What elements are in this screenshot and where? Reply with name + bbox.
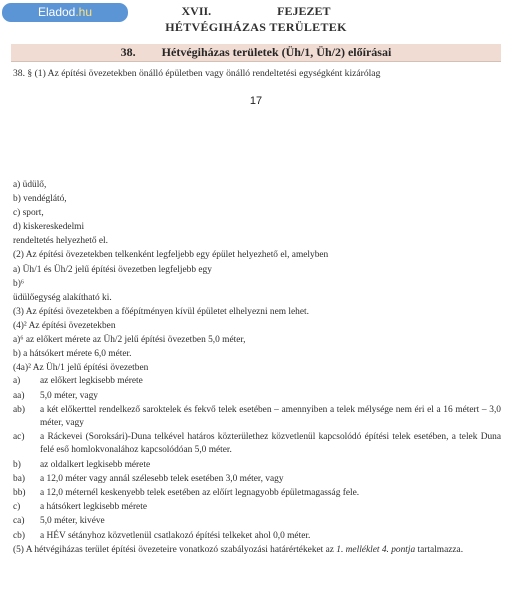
item-key: aa) (13, 390, 25, 401)
text-line: b) a hátsókert mérete 6,0 méter. (13, 349, 132, 360)
list-item (13, 459, 501, 472)
text-line: (3) Az építési övezetekben a főépítményen kívül épületet elhelyezni nem lehet. (13, 306, 309, 317)
item-text: a 12,0 méter vagy annál szélesebb telek esetében 3,0 méter, vagy (40, 473, 284, 484)
chapter-word: FEJEZET (277, 4, 331, 18)
annex-reference[interactable]: 1. melléklet 4. pontja (336, 544, 416, 555)
chapter-title: HÉTVÉGIHÁZAS TERÜLETEK (165, 20, 347, 34)
text-line: rendeltetés helyezhető el. (13, 236, 109, 247)
list-item (13, 404, 501, 430)
item-key: cb) (13, 530, 25, 541)
text-line: (4a)² Az Üh/1 jelű építési övezetben (13, 363, 149, 374)
item-text: a hátsókert legkisebb mérete (40, 502, 147, 513)
list-item (13, 530, 501, 543)
para5-text-end: tartalmazza. (415, 544, 464, 555)
text-line: (4)² Az építési övezetekben (13, 320, 116, 331)
badge-text: Eladod (37, 5, 76, 19)
text-line: üdülőegység alakítható ki. (13, 292, 112, 303)
item-key: b) (13, 459, 21, 470)
list-item (13, 473, 501, 486)
item-key: ca) (13, 516, 25, 527)
list-item (13, 390, 501, 403)
document-body (13, 178, 501, 558)
text-line: a)⁶ az előkert mérete az Üh/2 jelű építési övezetben 5,0 méter, (13, 335, 246, 346)
item-text: a Ráckevei (Soroksári)-Duna telkével határos közterülethez közvetlenül kapcsolódó építési telek esetében, a telek Duna felé eső homlokvonalához kapcsolódóan 5,0 méter. (40, 432, 501, 456)
section-number: 38. (120, 45, 136, 59)
text-line: b) vendéglátó, (13, 194, 67, 205)
item-text: az előkert legkisebb mérete (40, 376, 143, 387)
list-item (13, 375, 501, 388)
item-text: 5,0 méter, vagy (40, 390, 98, 401)
para5-text: (5) A hétvégiházas terület építési övezeteire vonatkozó szabályozási határértékeket az (13, 544, 337, 555)
text-line: b)⁶ (13, 278, 25, 289)
item-key: ab) (13, 404, 25, 415)
list-item (13, 431, 501, 457)
chapter-heading (0, 4, 512, 19)
badge-domain: .hu (75, 5, 93, 19)
item-key: a) (13, 376, 21, 387)
item-text: az oldalkert legkisebb mérete (40, 459, 151, 470)
item-text: a HÉV sétányhoz közvetlenül csatlakozó építési telkeket ahol 0,0 méter. (40, 530, 311, 541)
item-text: 5,0 méter, kivéve (40, 516, 105, 527)
text-line: d) kiskereskedelmi (13, 222, 85, 233)
text-line: a) Üh/1 és Üh/2 jelű építési övezetben legfeljebb egy (13, 264, 212, 275)
chapter-roman: XVII. (181, 4, 212, 18)
paragraph-5 (13, 544, 501, 557)
text-line: c) sport, (13, 208, 44, 219)
section-title: Hétvégiházas területek (Üh/1, Üh/2) előírásai (161, 45, 392, 59)
list-item (13, 515, 501, 528)
text-line: a) üdülő, (13, 180, 47, 190)
list-item (13, 501, 501, 514)
item-key: ac) (13, 432, 25, 443)
item-text: a két előkerttel rendelkező saroktelek és fekvő telek esetében – amennyiben a telek mélysége nem éri el a 16 métert – 3,0 méter, vagy (40, 404, 501, 428)
paragraph-38-intro: 38. § (1) Az építési övezetekben önálló épületben vagy önálló rendeltetési egységként kizárólag (13, 68, 381, 79)
item-key: c) (13, 502, 21, 513)
text-line: (2) Az építési övezetekben telkenként legfeljebb egy épület helyezhető el, amelyben (13, 250, 329, 261)
item-key: bb) (13, 487, 26, 498)
item-key: ba) (13, 473, 25, 484)
list-item (13, 487, 501, 500)
section-header (11, 44, 501, 62)
page-number: 17 (249, 95, 263, 107)
item-text: a 12,0 méternél keskenyebb telek esetében az előírt legnagyobb épületmagasság fele. (40, 487, 360, 498)
